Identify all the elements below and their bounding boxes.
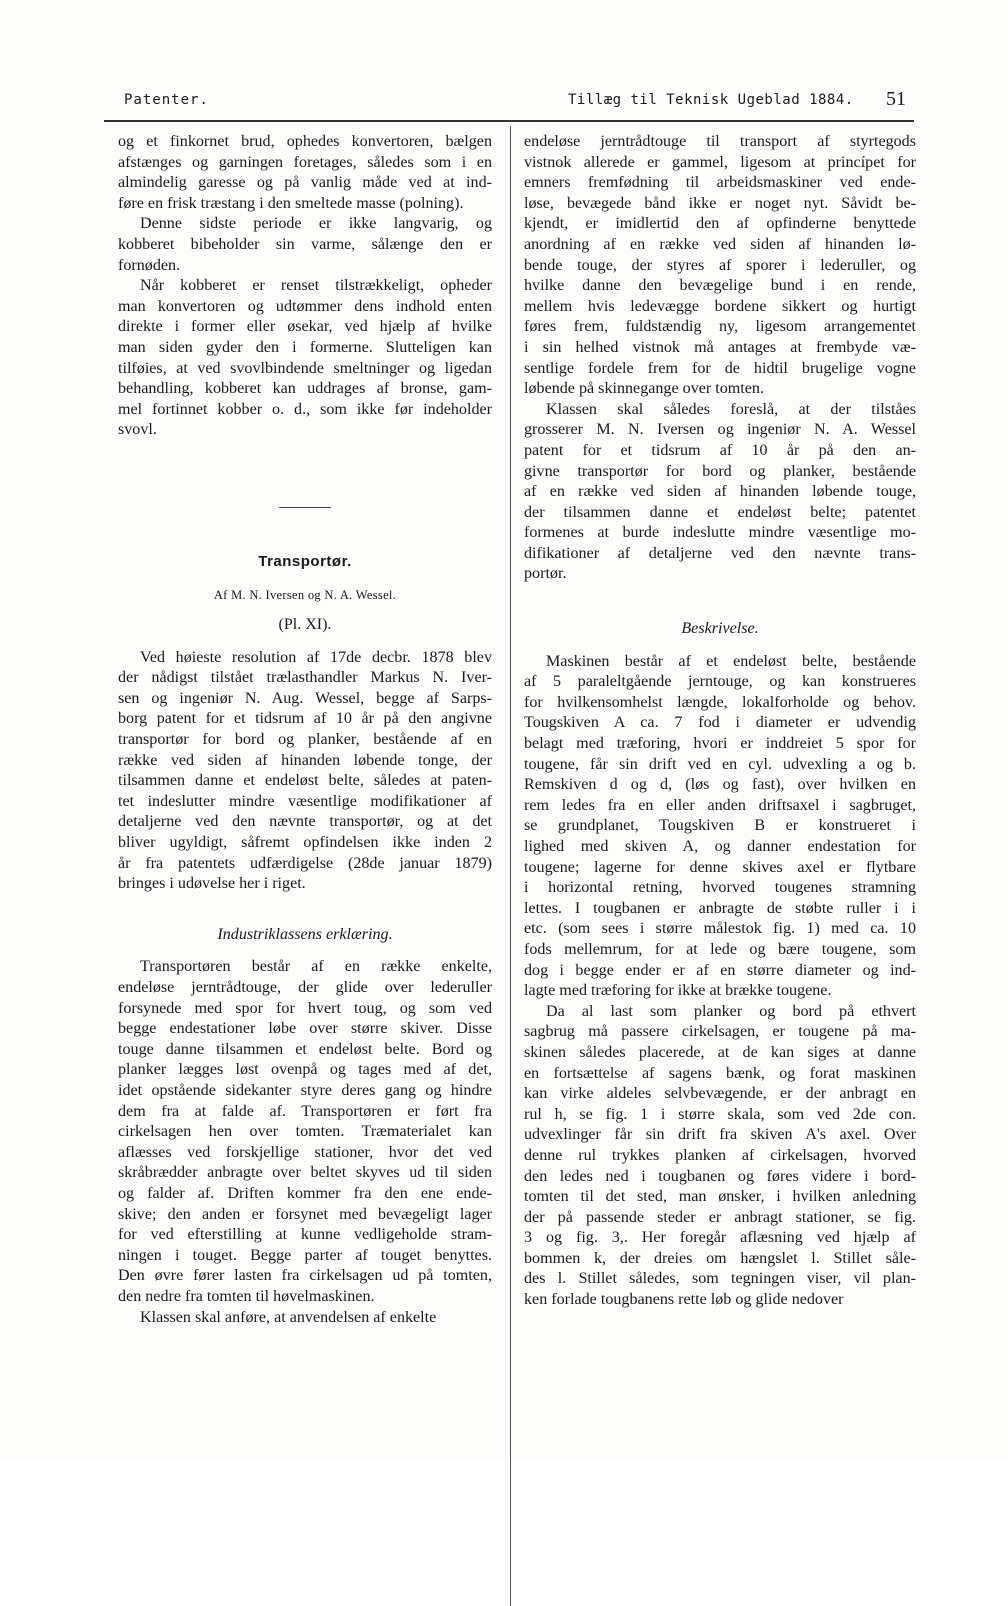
text-line: tilsammen danne et endeløst belte, således at paten-: [118, 772, 492, 790]
article-byline: Af M. N. Iversen og N. A. Wessel.: [213, 587, 397, 602]
text-line: skive; den anden er forsynet med bevægeligt lager: [118, 1205, 492, 1223]
text-line: 3 og fig. 3,. Her foregår aflæsning ved hjælp af: [524, 1229, 916, 1247]
text-line: fods mellemrum, for at lede og bære tougene, som: [524, 940, 916, 958]
text-line: anordning af en række ved siden af hinanden lø-: [524, 235, 916, 253]
header-rule: [104, 120, 914, 122]
text-line: etc. (som sees i større målestok fig. 1) med ca. 10: [524, 920, 916, 938]
section-body: [118, 957, 492, 1328]
text-line: difikationer af detaljerne ved den nævnte trans-: [524, 544, 916, 562]
text-line: løse, bevægede bånd ikke er noget nyt. Såvidt be-: [524, 194, 916, 212]
text-line: des l. Stillet således, som tegningen viser, vil plan-: [524, 1270, 916, 1288]
text-line: belagt med træforing, hvori er inddreiet 5 spor for: [524, 735, 916, 753]
text-line: direkte i former eller øsekar, ved hjælp af hvilke: [118, 318, 492, 336]
text-line: vistnok allerede er gammel, ligesom at princípet for: [524, 153, 916, 171]
text-line: dem fra at falde af. Transportøren er ført fra: [118, 1102, 492, 1120]
text-line: skinen således placerede, at de kan siges at danne: [524, 1043, 916, 1061]
text-line: kan virke aldeles selvbevægende, er der anbragt en: [524, 1085, 916, 1103]
text-line: mellem hvis ledevægge bordene sikkert og hurtigt: [524, 297, 916, 315]
text-line: sen og ingeniør N. Aug. Wessel, begge af Sarps-: [118, 689, 492, 707]
text-line: række ved siden af hinanden løbende tonge, der: [118, 751, 492, 769]
left-column: [118, 132, 492, 1328]
description-body: [524, 652, 916, 1311]
text-line: planker lægges løst ovenpå og tages med af det,: [118, 1061, 492, 1079]
text-line: emners fremfødning til arbeidsmaskiner ved ende-: [524, 174, 916, 192]
text-line: Maskinen består af et endeløst belte, bestående: [546, 652, 916, 670]
text-line: Remskiven d og d, (løs og fast), over hvilken en: [524, 776, 916, 794]
text-line: portør.: [524, 565, 567, 583]
header-section-title: Patenter.: [124, 92, 209, 108]
text-line: tougene; lagerne for denne skives axel er flytbare: [524, 858, 916, 876]
text-line: denne rul trykkes planken af cirkelsagen, hvorved: [524, 1146, 916, 1164]
text-line: sentlige fordele frem for de hidtil brugelige vogne: [524, 359, 916, 377]
page-number: 51: [886, 88, 906, 110]
header-publication: Tillæg til Teknisk Ugeblad 1884.: [568, 92, 854, 108]
text-line: dog i begge ender er af en større diameter og ind-: [524, 961, 916, 979]
text-line: bommen k, der dreies om hængslet l. Stillet såle-: [524, 1249, 916, 1267]
text-line: der tilsammen danne et endeløst belte; patentet: [524, 503, 916, 521]
text-line: føre en frisk træstang i den smeltede masse (polning).: [118, 194, 464, 212]
text-line: Tougskiven A ca. 7 fod i diameter er udvendig: [524, 714, 916, 732]
plate-reference: (Pl. XI).: [278, 616, 332, 634]
text-line: rem ledes fra en eller anden driftsaxel i sagbruget,: [524, 796, 916, 814]
text-line: bende touge, der styres af sporer i lederuller, og: [524, 256, 916, 274]
text-line: borg patent for et tidsrum af 10 år på den angivne: [118, 710, 492, 728]
section-heading: Industriklassens erklæring.: [217, 925, 393, 943]
text-line: forsynede med spor for hvert toug, og som ved: [118, 999, 492, 1017]
text-line: Klassen skal anføre, at anvendelsen af enkelte: [140, 1308, 437, 1326]
paragraph: [118, 214, 492, 276]
text-line: man konvertoren og udtømmer dens indhold enten: [118, 297, 492, 315]
text-line: for hvilkensomhelst længde, lokalforholde og behov.: [524, 693, 916, 711]
text-line: se grundplanet, Tougskiven B er konstrueret i: [524, 817, 916, 835]
text-line: lettes. I tougbanen er anbragte de støbte ruller i i: [524, 899, 916, 917]
text-line: almindelig garesse og på vanlig måde ved at ind-: [118, 174, 492, 192]
text-line: endeløse jerntrådtouge til transport af styrtegods: [524, 133, 916, 150]
text-line: detaljerne ved den nævnte transportør, og at det: [118, 813, 492, 831]
text-line: Ved høieste resolution af 17de decbr. 1878 blev: [140, 648, 492, 666]
text-line: idet opstående sidekanter styre deres gang og hindre: [118, 1081, 492, 1099]
text-line: man siden gyder den i formerne. Slutteligen kan: [118, 338, 492, 356]
text-line: rul h, se fig. 1 i større skala, som ved 2de con.: [524, 1105, 916, 1123]
text-line: den nedre fra tomten til høvelmaskinen.: [118, 1287, 375, 1305]
paragraph: [524, 652, 916, 1002]
text-line: Den øvre fører lasten fra cirkelsagen ud på tomten,: [118, 1267, 492, 1285]
running-header: [104, 88, 914, 114]
section-heading: Beskrivelse.: [681, 620, 759, 638]
text-line: tougene, får sin drift ved en cyl. udvexling a og b.: [524, 755, 916, 773]
text-line: afstænges og garningen foretages, således som i en: [118, 153, 492, 171]
left-intro-text: [118, 132, 492, 441]
text-line: kobberet bibeholder sin varme, sålænge den er: [118, 235, 492, 253]
column-divider: [510, 126, 511, 1606]
paragraph: [524, 400, 916, 585]
text-line: år fra patentets udfærdigelse (28de januar 1879): [118, 854, 492, 872]
text-line: en fortsættelse af sagens bænk, og forat maskinen: [524, 1064, 916, 1082]
text-line: Denne sidste periode er ikke langvarig, og: [140, 215, 492, 233]
text-line: aflæsses ved forskjellige stationer, hvor det ved: [118, 1143, 492, 1161]
text-line: fornøden.: [118, 256, 181, 274]
text-line: touge danne tilsammen et endeløst belte. Bord og: [118, 1040, 492, 1058]
text-line: formenes at burde indeslutte mindre væsentlige mo-: [524, 524, 916, 542]
paragraph: [524, 132, 916, 400]
text-line: den ledes ned i tougbanen og føres videre i bord-: [524, 1167, 916, 1185]
text-line: i horizontal retning, hvorved tougenes stramning: [524, 879, 916, 897]
text-line: tomten til det sted, man ønsker, i hvilken anledning: [524, 1188, 916, 1206]
article-separator: [279, 507, 331, 508]
text-line: cirkelsagen hen over tomten. Træmaterialet kan: [118, 1123, 492, 1141]
paragraph: [118, 276, 492, 441]
text-line: der på passende steder er anbragt stationer, se fig.: [524, 1208, 916, 1226]
right-column: [524, 132, 916, 1311]
text-line: svovl.: [118, 421, 157, 439]
text-line: givne transportør for bord og planker, bestående: [524, 462, 916, 480]
paragraph: [118, 957, 492, 1307]
right-intro-text: [524, 132, 916, 585]
article-title: Transportør.: [258, 552, 352, 570]
text-line: Når kobberet er renset tilstrækkeligt, opheder: [140, 277, 492, 295]
text-line: hvilke danne den bevægelige bund i en rende,: [524, 277, 916, 295]
text-line: udvexlinger får sin drift fra skiven A's axel. Over: [524, 1126, 916, 1144]
paragraph: [118, 132, 492, 214]
text-line: sagbrug må passere cirkelsagen, er tougene på ma-: [524, 1023, 916, 1041]
text-line: kjendt, er imidlertid den af opfinderne benyttede: [524, 215, 916, 233]
text-line: ningen i touget. Begge parter af touget benyttes.: [118, 1246, 492, 1264]
text-line: bliver ugyldigt, såfremt opfindelsen ikke inden 2: [118, 834, 492, 852]
text-line: lighed med skiven A, og danner endestation for: [524, 838, 916, 855]
paragraph: [524, 1002, 916, 1311]
text-line: af en række ved siden af hinanden løbende touge,: [524, 483, 916, 501]
text-line: og et finkornet brud, ophedes konvertoren, bælgen: [118, 133, 492, 150]
paragraph: [118, 648, 492, 895]
text-line: bringes i udøvelse her i riget.: [118, 875, 306, 893]
text-line: patent for et tidsrum af 10 år på den an-: [524, 441, 916, 459]
text-line: løbende på skinnegange over tomten.: [524, 380, 764, 398]
text-line: transportør for bord og planker, bestående af en: [118, 731, 492, 749]
text-line: skråbrædder anbragte over beltet skyves ud til siden: [118, 1164, 492, 1182]
text-line: ken forlade tougbanens rette løb og glide nedover: [524, 1291, 844, 1309]
text-line: grosserer M. N. Iversen og ingeniør N. A. Wessel: [524, 421, 916, 439]
text-line: af 5 paraleltgående jerntouge, og kan konstrueres: [524, 673, 916, 691]
text-line: begge endestationer løbe over større skiver. Disse: [118, 1020, 492, 1038]
text-line: lagte med træforing for ikke at brække tougene.: [524, 982, 832, 1000]
text-line: Transportøren består af en række enkelte,: [140, 958, 492, 976]
text-line: og falder af. Driften kommer fra den ene ende-: [118, 1184, 492, 1202]
paragraph: [118, 1308, 492, 1329]
text-line: i sin helhed vistnok må antages at frembyde væ-: [524, 338, 916, 356]
text-line: tet indeslutter mindre væsentlige modifikationer af: [118, 792, 492, 810]
text-line: der nådigst tilstået trælasthandler Markus N. Iver-: [118, 669, 492, 687]
text-line: endeløse jerntrådtouge, der glide over lederuller: [118, 979, 492, 996]
text-line: Klassen skal således foreslå, at der tilståes: [546, 400, 916, 418]
text-line: for ved efterstilling at kunne vedligeholde stram-: [118, 1226, 492, 1244]
text-line: tilføies, at ved svovlbindende smeltninger og ligedan: [118, 359, 492, 377]
text-line: Da al last som planker og bord på ethvert: [546, 1002, 916, 1020]
article-body: [118, 648, 492, 895]
text-line: føres frem, fuldstændig ny, ligesom arrangementet: [524, 318, 916, 336]
text-line: mel fortinnet kobber o. d., som ikke før indeholder: [118, 400, 492, 418]
text-line: behandling, kobberet kan uddrages af bronse, gam-: [118, 380, 492, 398]
